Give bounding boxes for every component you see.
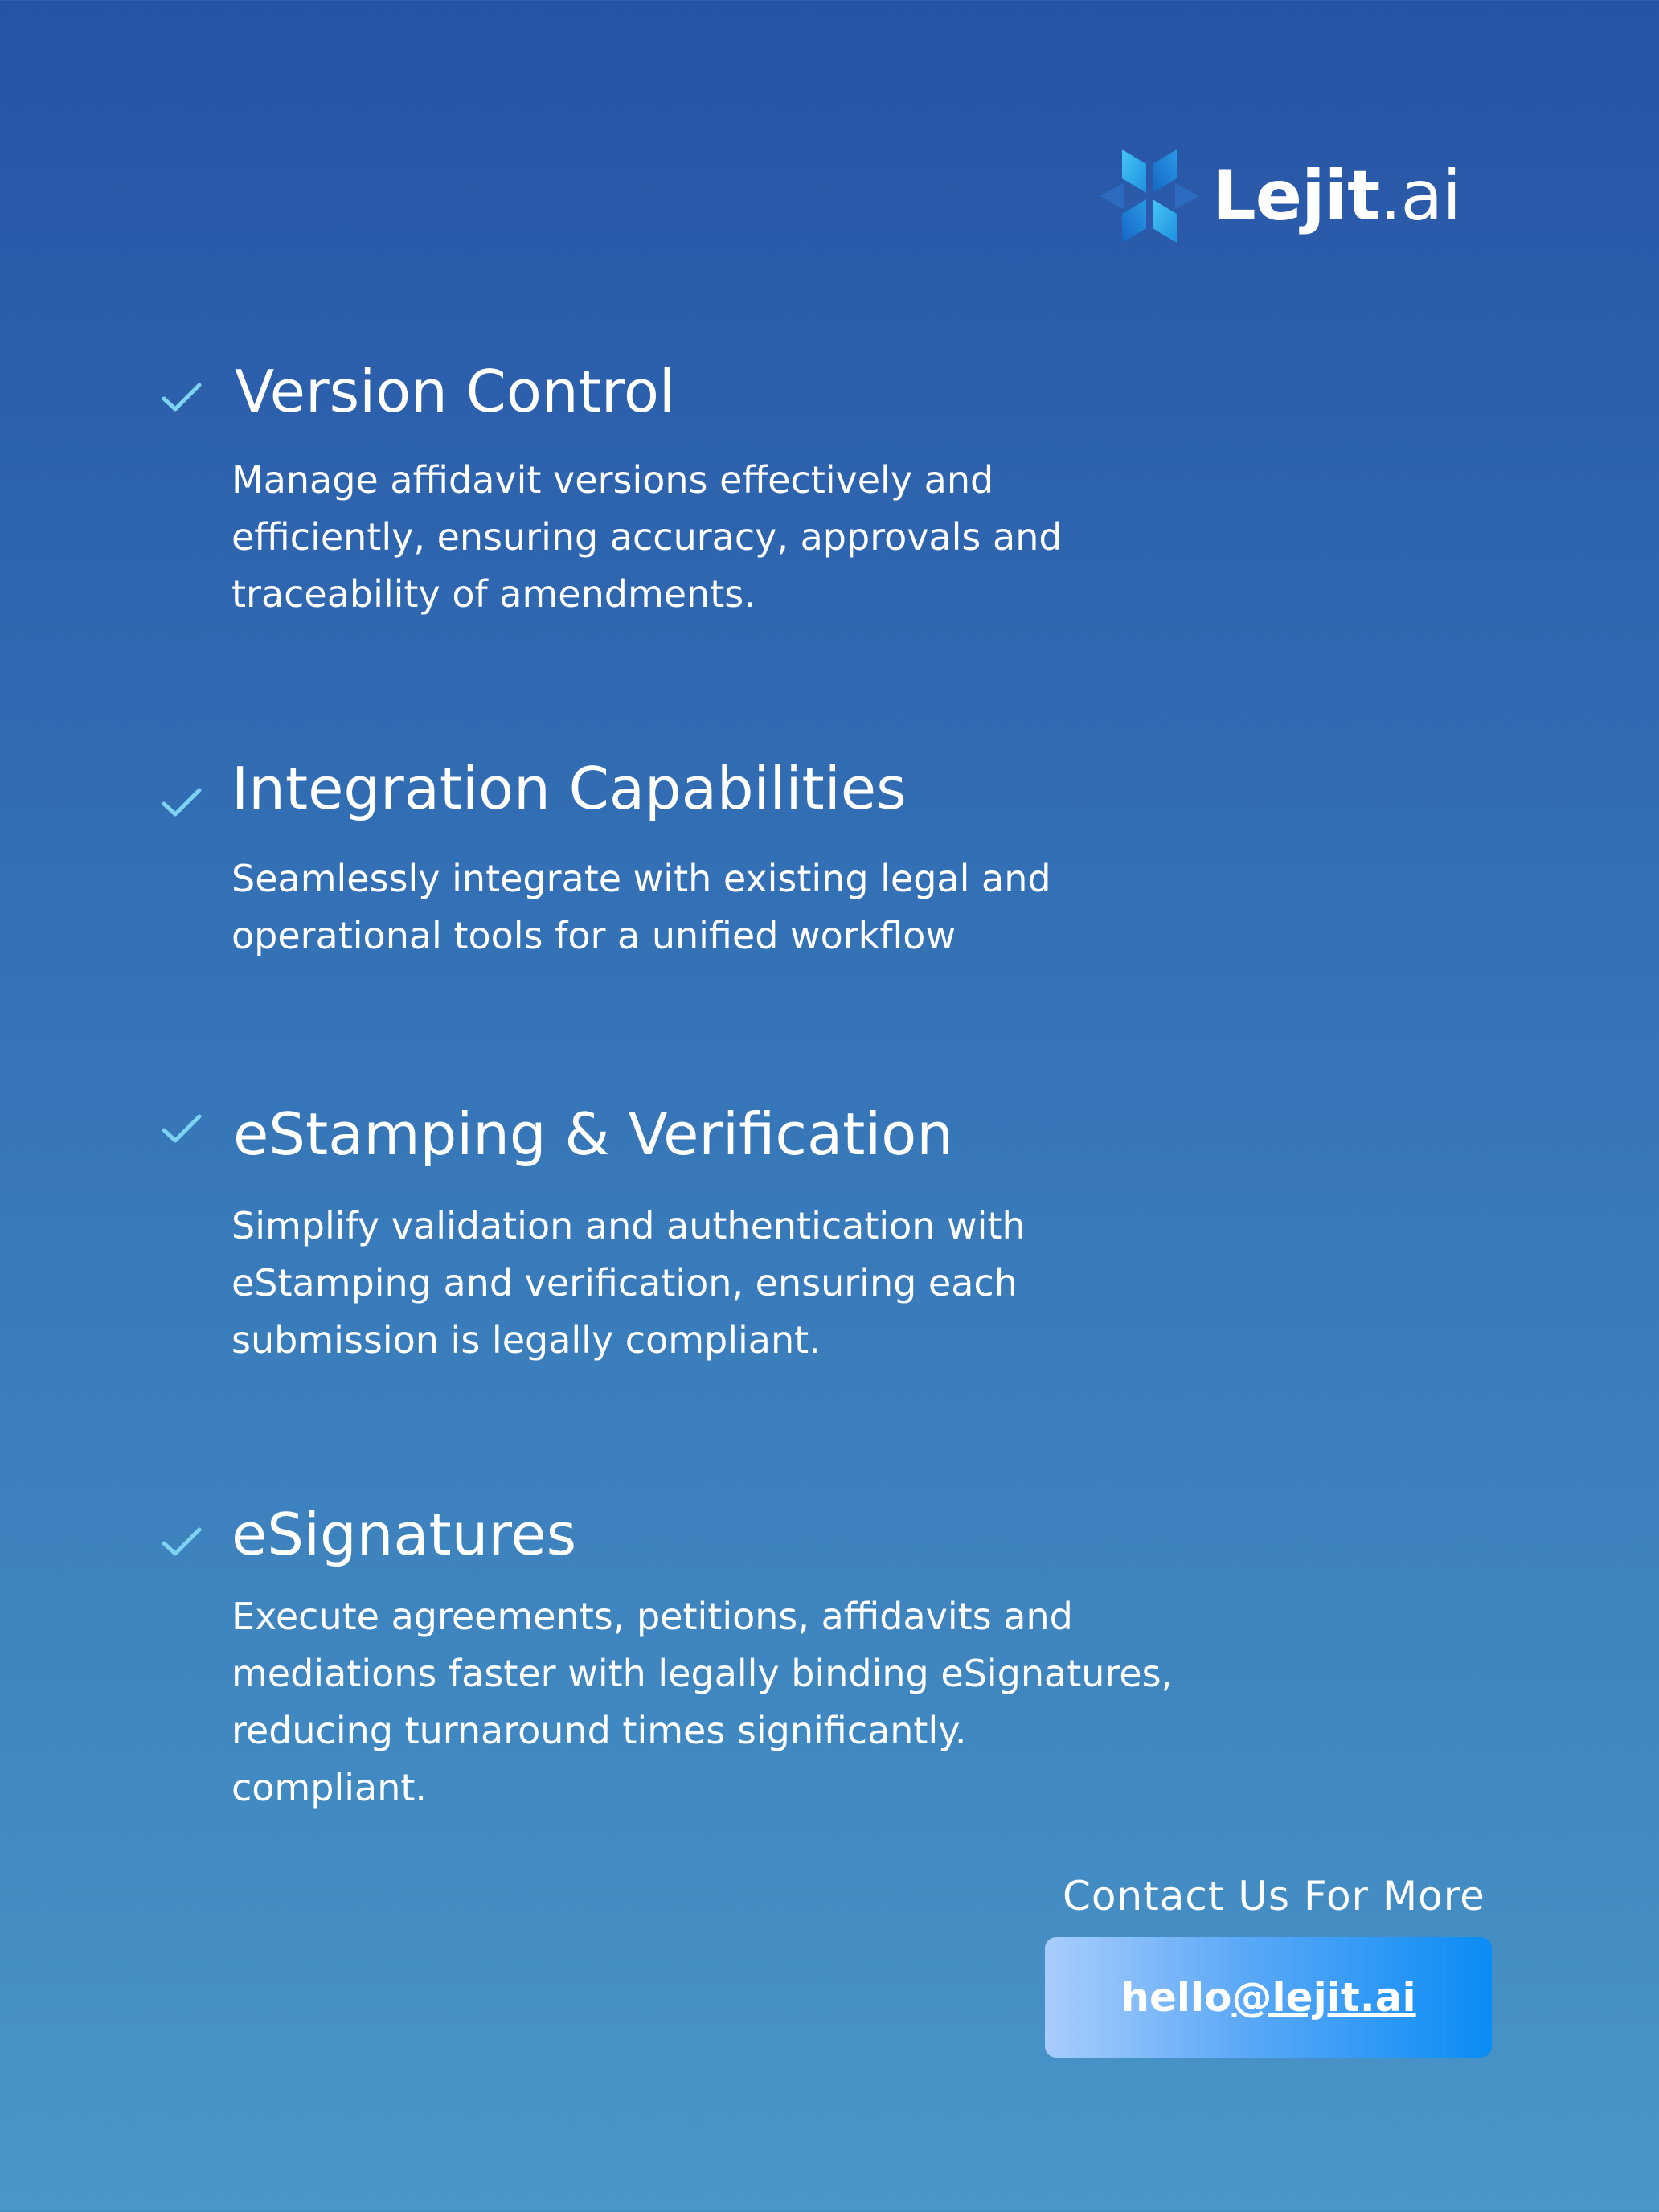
- brand-wordmark: [1212, 156, 1461, 236]
- feature-description: [231, 1588, 1341, 1817]
- lejit-logo-icon: [1100, 146, 1199, 246]
- description-line: eStamping and verification, ensuring each: [231, 1261, 1018, 1305]
- brand-logo: [1100, 146, 1460, 246]
- feature-description: [231, 452, 1341, 623]
- email-contact-button[interactable]: [1045, 1937, 1492, 2058]
- description-line: operational tools for a unified workflow: [231, 914, 956, 957]
- brand-name: Lejit: [1212, 156, 1380, 236]
- description-line: efficiently, ensuring accuracy, approvals and: [231, 515, 1063, 559]
- check-icon: [159, 379, 204, 415]
- description-line: mediations faster with legally binding eSignatures,: [231, 1652, 1174, 1695]
- description-line: compliant.: [231, 1766, 428, 1809]
- description-line: Simplify validation and authentication with: [231, 1204, 1026, 1247]
- feature-title: eSignatures: [231, 1501, 577, 1568]
- contact-label: Contact Us For More: [1063, 1873, 1485, 1919]
- description-line: traceability of amendments.: [231, 572, 756, 616]
- feature-description: [231, 850, 1341, 965]
- brand-tld: .ai: [1379, 156, 1461, 236]
- feature-title: Version Control: [235, 358, 675, 425]
- feature-description: [231, 1198, 1341, 1369]
- feature-title: Integration Capabilities: [231, 755, 907, 822]
- description-line: Execute agreements, petitions, affidavits and: [231, 1595, 1073, 1638]
- description-line: Manage affidavit versions effectively and: [231, 458, 994, 502]
- feature-title: eStamping & Verification: [233, 1100, 953, 1168]
- description-line: submission is legally compliant.: [231, 1318, 821, 1362]
- description-line: Seamlessly integrate with existing legal and: [231, 857, 1051, 900]
- description-line: reducing turnaround times significantly.: [231, 1709, 967, 1752]
- check-icon: [159, 1111, 204, 1146]
- email-user: hello: [1120, 1974, 1232, 2021]
- check-icon: [159, 784, 204, 820]
- email-address: [1120, 1974, 1415, 2021]
- check-icon: [159, 1524, 204, 1559]
- email-domain: @lejit.ai: [1231, 1974, 1416, 2021]
